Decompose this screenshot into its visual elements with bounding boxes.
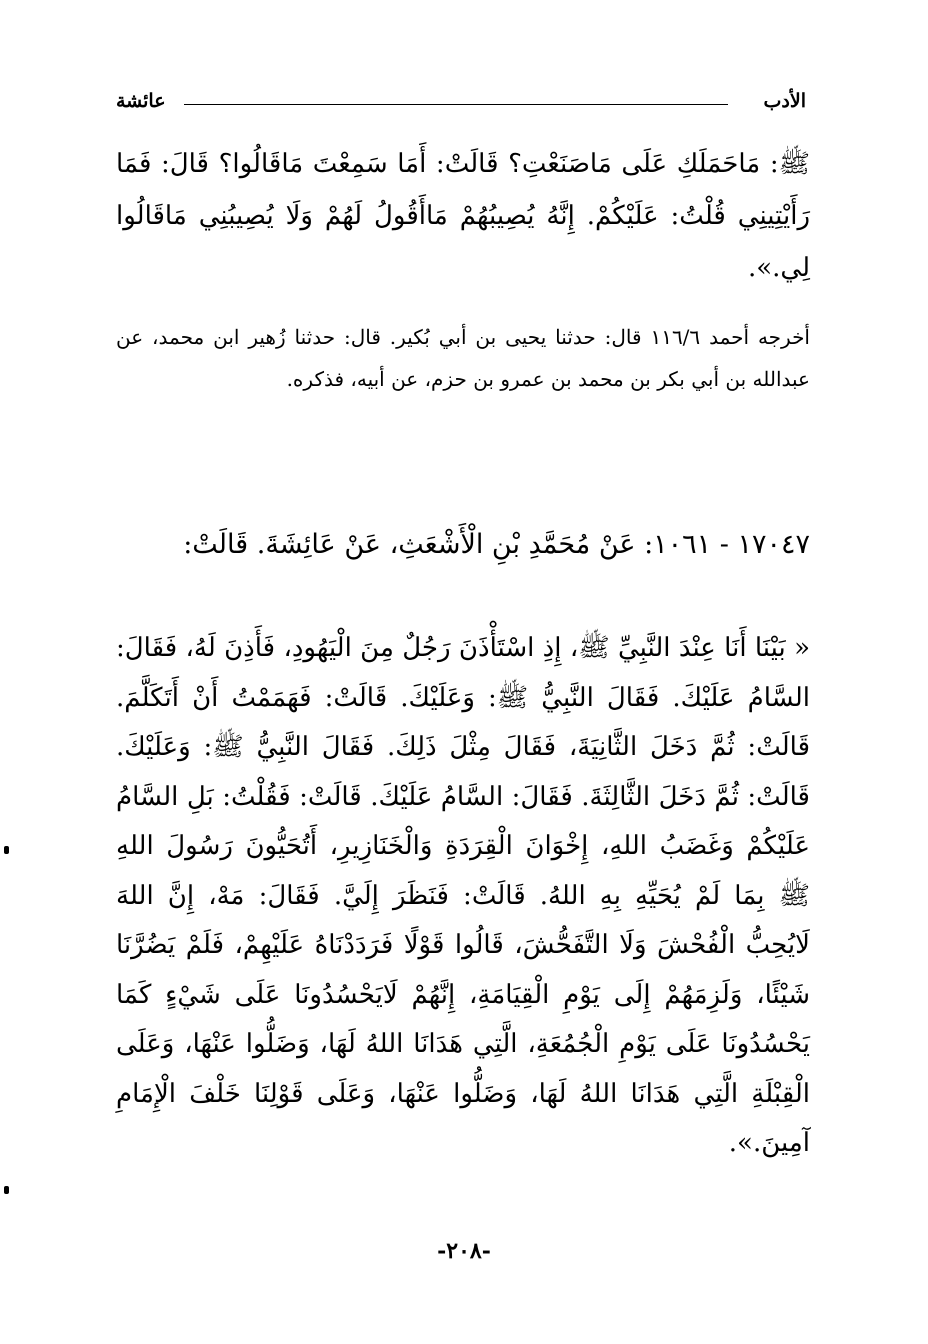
hadith-heading: ١٧٠٤٧ - ١٠٦١: عَنْ مُحَمَّدِ بْنِ الْأَشْعَثِ، عَنْ عَائِشَةَ. قَالَتْ: <box>183 529 810 560</box>
section-title: عائشة <box>116 90 166 112</box>
header-rule <box>184 104 728 105</box>
hadith-body <box>116 624 810 1169</box>
continuation-text: ﷺ: مَاحَمَلَكِ عَلَى مَاصَنَعْتِ؟ قَالَتْ: أَمَا سَمِعْتَ مَاقَالُوا؟ قَالَ: فَمَا رَأَيْتِينِي قُلْتُ: عَلَيْكُمْ. إِنَّهُ يُصِيبُهُمْ مَاأَقُولُ لَهُمْ وَلَا يُصِيبُنِي مَاقَالُوا لِي.». <box>116 149 811 283</box>
page-number: -٢٠٨- <box>437 1238 491 1264</box>
hadith-text: « بَيْنَا أَنَا عِنْدَ النَّبِيِّ ﷺ، إِذِ اسْتَأْذَنَ رَجُلٌ مِنَ الْيَهُودِ، فَأَذِنَ لَهُ، فَقَالَ: السَّامُ عَلَيْكَ. فَقَالَ النَّبِيُّ ﷺ: وَعَلَيْكَ. قَالَتْ: فَهَمَمْتُ أَنْ أَتَكَلَّمَ. قَالَتْ: ثُمَّ دَخَلَ الثَّانِيَةَ، فَقَالَ مِثْلَ ذَلِكَ. فَقَالَ النَّبِيُّ ﷺ: وَعَلَيْكَ. قَالَتْ: ثُمَّ دَخَلَ الثَّالِثَةَ. فَقَالَ: السَّامُ عَلَيْكَ. قَالَتْ: فَقُلْتُ: بَلِ السَّامُ عَلَيْكُمْ وَغَضَبُ اللهِ، إِخْوَانَ الْقِرَدَةِ وَالْخَنَازِيرِ، أَتُحَيُّونَ رَسُولَ اللهِ ﷺ بِمَا لَمْ يُحَيِّهِ بِهِ اللهُ. قَالَتْ: فَنَظَرَ إِلَيَّ. فَقَالَ: مَهْ، إِنَّ اللهَ لَايُحِبُّ الْفُحْشَ وَلَا التَّفَحُّشَ، قَالُوا قَوْلًا فَرَدَدْنَاهُ عَلَيْهِمْ، فَلَمْ يَضُرَّنَا شَيْئًا، وَلَزِمَهُمْ إِلَى يَوْمِ الْقِيَامَةِ، إِنَّهُمْ لَايَحْسُدُونَا عَلَى شَيْءٍ كَمَا يَحْسُدُونَا عَلَى يَوْمِ الْجُمُعَةِ، الَّتِي هَدَانَا اللهُ لَهَا، وَضَلُّوا عَنْهَا، وَعَلَى الْقِبْلَةِ الَّتِي هَدَانَا اللهُ لَهَا، وَضَلُّوا عَنْهَا، وَعَلَى قَوْلِنَا خَلْفَ الْإِمَامِ آمِينَ.». <box>116 633 810 1158</box>
scan-margin-mark <box>4 846 9 854</box>
scan-margin-mark <box>4 1186 9 1194</box>
takhrij-note <box>116 316 810 400</box>
page-header <box>116 90 806 118</box>
takhrij-text: أخرجه أحمد ١١٦/٦ قال: حدثنا يحيى بن أبي بُكير. قال: حدثنا زُهير ابن محمد، عن عبدالله بن أبي بكر بن محمد بن عمرو بن حزم، عن أبيه، فذكره. <box>116 325 810 391</box>
chapter-title: الأدب <box>763 90 806 112</box>
continuation-paragraph <box>116 138 810 294</box>
